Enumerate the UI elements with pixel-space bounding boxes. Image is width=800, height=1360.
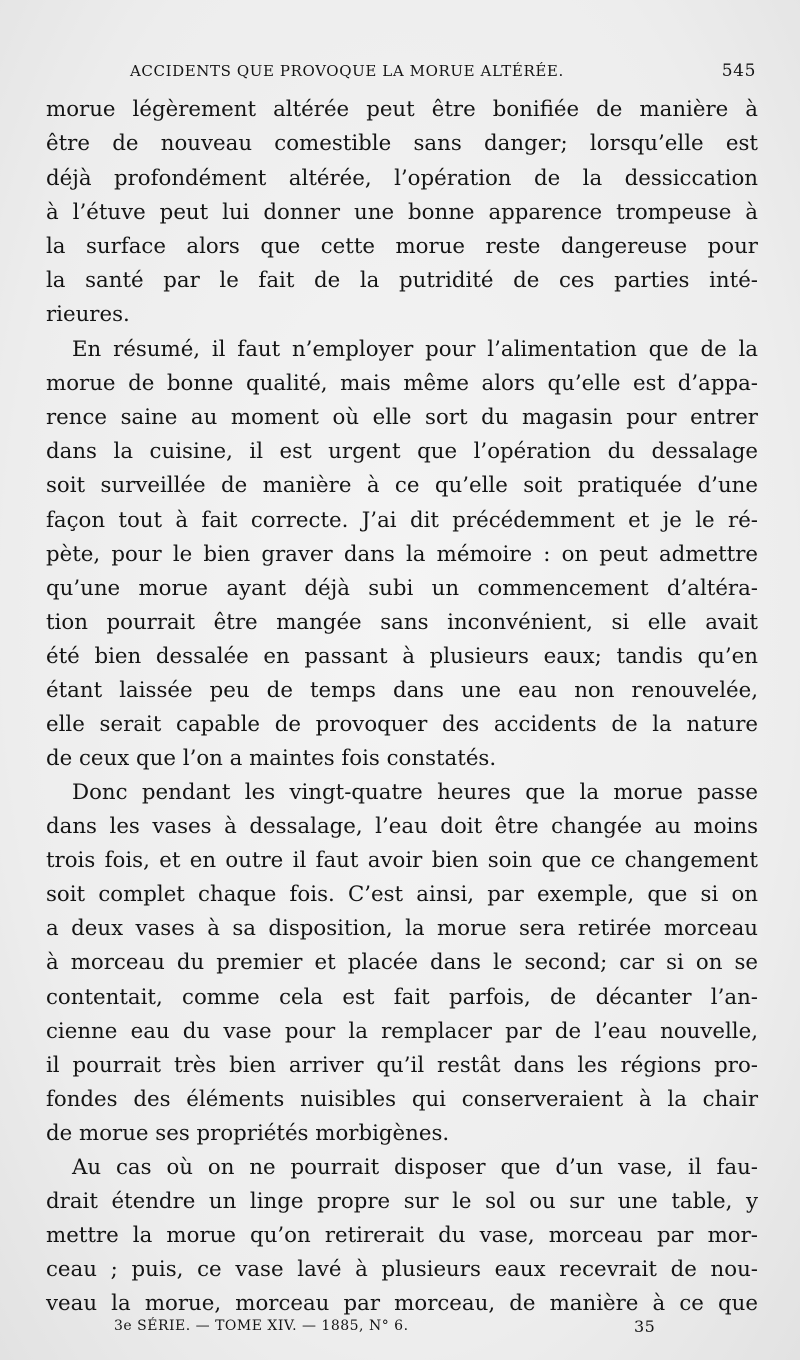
text-line: de morue ses propriétés morbigènes.	[46, 1121, 450, 1146]
text-line: Au cas où on ne pourrait disposer que d’un vase, il fau-	[72, 1155, 758, 1180]
text-line: trois fois, et en outre il faut avoir bien soin que ce changement	[46, 848, 758, 873]
text-line: déjà profondément altérée, l’opération de la dessiccation	[46, 166, 758, 191]
signature-mark: 35	[634, 1317, 656, 1336]
text-line: mettre la morue qu’on retirerait du vase, morceau par mor-	[46, 1223, 758, 1248]
text-line: Donc pendant les vingt-quatre heures que la morue passe	[72, 780, 758, 805]
text-line: soit surveillée de manière à ce qu’elle soit pratiquée d’une	[46, 473, 758, 498]
page-footer	[46, 1318, 758, 1340]
text-line: fondes des éléments nuisibles qui conserveraient à la chair	[46, 1087, 758, 1112]
text-line: rence saine au moment où elle sort du magasin pour entrer	[46, 405, 758, 430]
page-number: 545	[721, 61, 756, 81]
text-line: la santé par le fait de la putridité de ces parties inté-	[46, 268, 758, 293]
text-line: la surface alors que cette morue reste dangereuse pour	[46, 234, 758, 259]
text-line: être de nouveau comestible sans danger; lorsqu’elle est	[46, 131, 758, 156]
text-line: été bien dessalée en passant à plusieurs eaux; tandis qu’en	[46, 644, 758, 669]
text-line: il pourrait très bien arriver qu’il restât dans les régions pro-	[46, 1053, 758, 1078]
running-title: ACCIDENTS QUE PROVOQUE LA MORUE ALTÉRÉE.	[130, 62, 564, 80]
text-line: de ceux que l’on a maintes fois constatés.	[46, 746, 497, 771]
series-note: 3e SÉRIE. — TOME XIV. — 1885, N° 6.	[114, 1318, 409, 1334]
text-line: tion pourrait être mangée sans inconvénient, si elle avait	[46, 610, 758, 635]
page-header	[46, 62, 758, 84]
text-line: qu’une morue ayant déjà subi un commencement d’altéra-	[46, 576, 758, 601]
text-line: cienne eau du vase pour la remplacer par de l’eau nouvelle,	[46, 1019, 758, 1044]
text-line: dans les vases à dessalage, l’eau doit être changée au moins	[46, 814, 758, 839]
text-line: ceau ; puis, ce vase lavé à plusieurs eaux recevrait de nou-	[46, 1257, 758, 1282]
text-line: façon tout à fait correcte. J’ai dit précédemment et je le ré-	[46, 508, 758, 533]
text-line: elle serait capable de provoquer des accidents de la nature	[46, 712, 758, 737]
text-line: contentait, comme cela est fait parfois, de décanter l’an-	[46, 985, 758, 1010]
text-line: rieures.	[46, 302, 130, 327]
text-line: étant laissée peu de temps dans une eau non renouvelée,	[46, 678, 758, 703]
text-line: morue légèrement altérée peut être bonifiée de manière à	[46, 97, 758, 122]
text-line: soit complet chaque fois. C’est ainsi, par exemple, que si on	[46, 882, 758, 907]
text-line: dans la cuisine, il est urgent que l’opération du dessalage	[46, 439, 758, 464]
text-line: a deux vases à sa disposition, la morue sera retirée morceau	[46, 916, 758, 941]
text-line: drait étendre un linge propre sur le sol ou sur une table, y	[46, 1189, 758, 1214]
text-line: morue de bonne qualité, mais même alors qu’elle est d’appa-	[46, 371, 758, 396]
text-line: à morceau du premier et placée dans le second; car si on se	[46, 950, 758, 975]
text-line: à l’étuve peut lui donner une bonne apparence trompeuse à	[46, 200, 758, 225]
text-line: veau la morue, morceau par morceau, de manière à ce que	[46, 1291, 758, 1316]
text-line: En résumé, il faut n’employer pour l’alimentation que de la	[72, 337, 758, 362]
text-line: pète, pour le bien graver dans la mémoire : on peut admettre	[46, 542, 758, 567]
